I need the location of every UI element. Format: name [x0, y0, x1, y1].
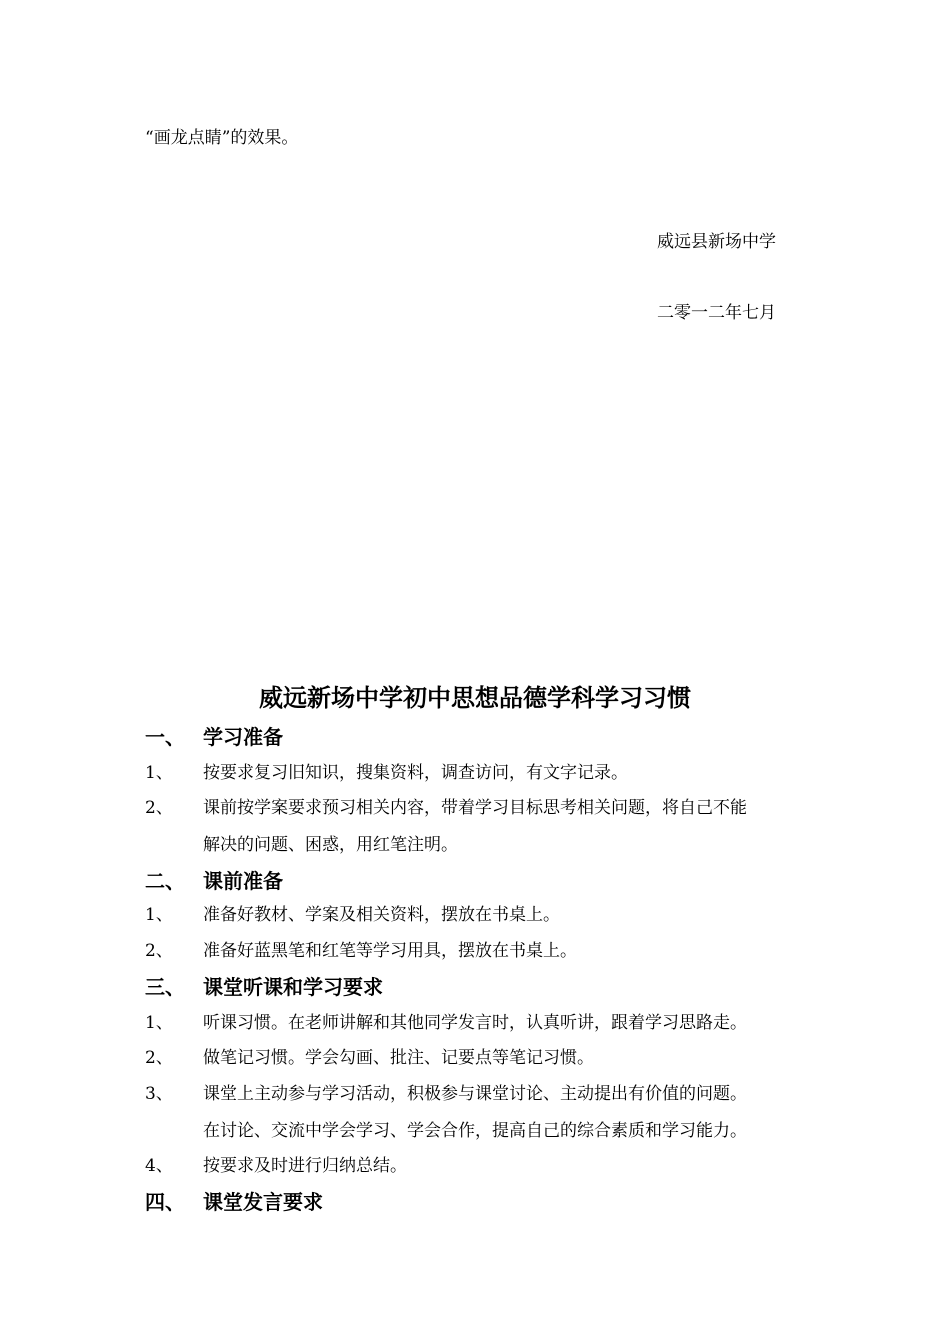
top-fragment: “画龙点睛”的效果。 [145, 128, 299, 148]
item-number: 2、 [145, 941, 173, 961]
section-heading: 课堂听课和学习要求 [203, 975, 383, 999]
item-text: 按要求复习旧知识，搜集资料，调查访问，有文字记录。 [203, 763, 628, 783]
section-number: 二、 [145, 869, 185, 893]
signature-org: 威远县新场中学 [657, 232, 776, 252]
document-title: 威远新场中学初中思想品德学科学习习惯 [259, 684, 691, 712]
section-heading: 课堂发言要求 [203, 1190, 323, 1214]
item-text: 准备好教材、学案及相关资料，摆放在书桌上。 [203, 905, 560, 925]
item-number: 3、 [145, 1084, 173, 1104]
item-text: 课前按学案要求预习相关内容，带着学习目标思考相关问题，将自己不能 [203, 798, 747, 818]
signature-date: 二零一二年七月 [657, 303, 776, 323]
item-text: 准备好蓝黑笔和红笔等学习用具，摆放在书桌上。 [203, 941, 577, 961]
item-text: 按要求及时进行归纳总结。 [203, 1156, 407, 1176]
item-text: 听课习惯。在老师讲解和其他同学发言时，认真听讲，跟着学习思路走。 [203, 1013, 747, 1033]
item-text: 课堂上主动参与学习活动，积极参与课堂讨论、主动提出有价值的问题。 [203, 1084, 747, 1104]
item-number: 2、 [145, 798, 173, 818]
item-number: 1、 [145, 905, 173, 925]
item-text-continued: 在讨论、交流中学会学习、学会合作，提高自己的综合素质和学习能力。 [203, 1121, 747, 1141]
section-number: 三、 [145, 975, 185, 999]
item-number: 2、 [145, 1048, 173, 1068]
item-number: 1、 [145, 1013, 173, 1033]
item-text: 做笔记习惯。学会勾画、批注、记要点等笔记习惯。 [203, 1048, 594, 1068]
item-number: 1、 [145, 763, 173, 783]
section-number: 四、 [145, 1190, 185, 1214]
item-text-continued: 解决的问题、困惑，用红笔注明。 [203, 835, 458, 855]
section-heading: 学习准备 [203, 725, 283, 749]
section-heading: 课前准备 [203, 869, 283, 893]
item-number: 4、 [145, 1156, 173, 1176]
section-number: 一、 [145, 725, 185, 749]
